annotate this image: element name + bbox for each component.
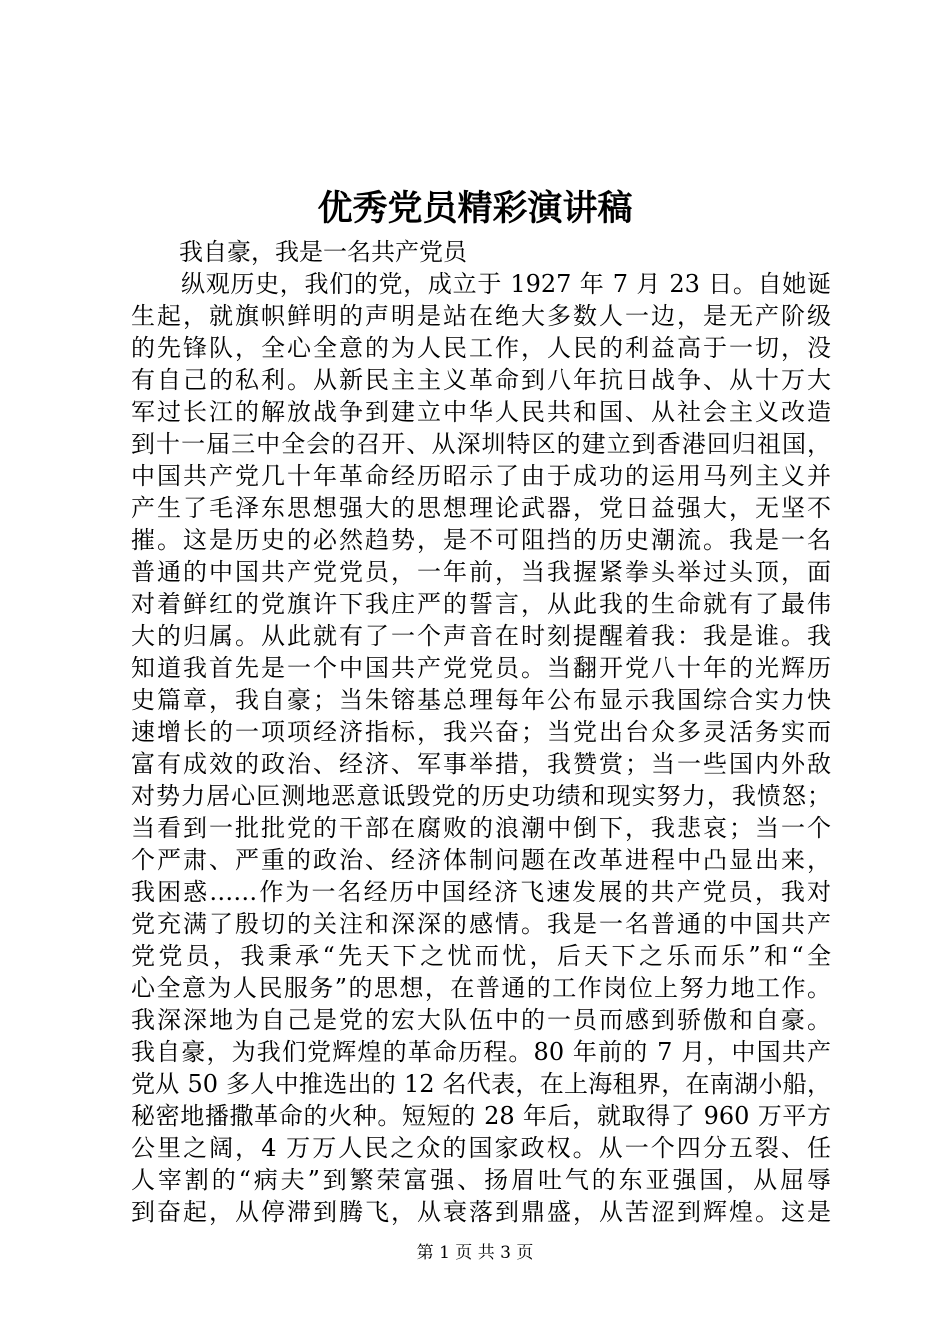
text-line: 知道我首先是一个中国共产党党员。当翻开党八十年的光辉历	[131, 654, 831, 682]
text-line: 我自豪，我是一名共产党员	[179, 238, 467, 266]
text-line: 速增长的一项项经济指标，我兴奋；当党出台众多灵活务实而	[131, 718, 831, 746]
text-line: 党党员，我秉承“先天下之忧而忧，后天下之乐而乐”和“全	[131, 942, 831, 970]
text-line: 的先锋队，全心全意的为人民工作，人民的利益高于一切，没	[131, 334, 831, 362]
text-line: 对着鲜红的党旗许下我庄严的誓言，从此我的生命就有了最伟	[131, 590, 831, 618]
text-line: 史篇章，我自豪；当朱镕基总理每年公布显示我国综合实力快	[131, 686, 831, 714]
page-footer: 第 1 页 共 3 页	[416, 1243, 534, 1263]
text-line: 秘密地播撒革命的火种。短短的 28 年后，就取得了 960 万平方	[131, 1102, 831, 1130]
text-line: 党从 50 多人中推选出的 12 名代表，在上海租界，在南湖小船，	[131, 1070, 831, 1098]
text-line: 军过长江的解放战争到建立中华人民共和国、从社会主义改造	[131, 398, 831, 426]
text-line: 公里之阔，4 万万人民之众的国家政权。从一个四分五裂、任	[131, 1134, 831, 1162]
text-line: 心全意为人民服务”的思想，在普通的工作岗位上努力地工作。	[131, 974, 831, 1002]
text-line: 纵观历史，我们的党，成立于 1927 年 7 月 23 日。自她诞	[181, 270, 831, 298]
text-line: 我自豪，为我们党辉煌的革命历程。80 年前的 7 月，中国共产	[131, 1038, 831, 1066]
text-line: 个严肃、严重的政治、经济体制问题在改革进程中凸显出来，	[131, 846, 831, 874]
text-line: 产生了毛泽东思想强大的思想理论武器，党日益强大，无坚不	[131, 494, 831, 522]
text-line: 我困惑……作为一名经历中国经济飞速发展的共产党员，我对	[131, 878, 831, 906]
text-line: 摧。这是历史的必然趋势，是不可阻挡的历史潮流。我是一名	[131, 526, 831, 554]
text-line: 大的归属。从此就有了一个声音在时刻提醒着我：我是谁。我	[131, 622, 831, 650]
text-line: 到十一届三中全会的召开、从深圳特区的建立到香港回归祖国，	[131, 430, 831, 458]
text-line: 生起，就旗帜鲜明的声明是站在绝大多数人一边，是无产阶级	[131, 302, 831, 330]
document-body	[131, 236, 831, 1228]
document-title: 优秀党员精彩演讲稿	[317, 188, 633, 229]
text-line: 党充满了殷切的关注和深深的感情。我是一名普通的中国共产	[131, 910, 831, 938]
text-line: 中国共产党几十年革命经历昭示了由于成功的运用马列主义并	[131, 462, 831, 490]
text-line: 到奋起，从停滞到腾飞，从衰落到鼎盛，从苦涩到辉煌。这是	[131, 1198, 831, 1226]
text-line: 对势力居心叵测地恶意诋毁党的历史功绩和现实努力，我愤怒；	[131, 782, 831, 810]
text-line: 我深深地为自己是党的宏大队伍中的一员而感到骄傲和自豪。	[131, 1006, 831, 1034]
text-line: 普通的中国共产党党员，一年前，当我握紧拳头举过头顶，面	[131, 558, 831, 586]
text-line: 有自己的私利。从新民主主义革命到八年抗日战争、从十万大	[131, 366, 831, 394]
text-line: 当看到一批批党的干部在腐败的浪潮中倒下，我悲哀；当一个	[131, 814, 831, 842]
text-line: 富有成效的政治、经济、军事举措，我赞赏；当一些国内外敌	[131, 750, 831, 778]
text-line: 人宰割的“病夫”到繁荣富强、扬眉吐气的东亚强国，从屈辱	[131, 1166, 831, 1194]
